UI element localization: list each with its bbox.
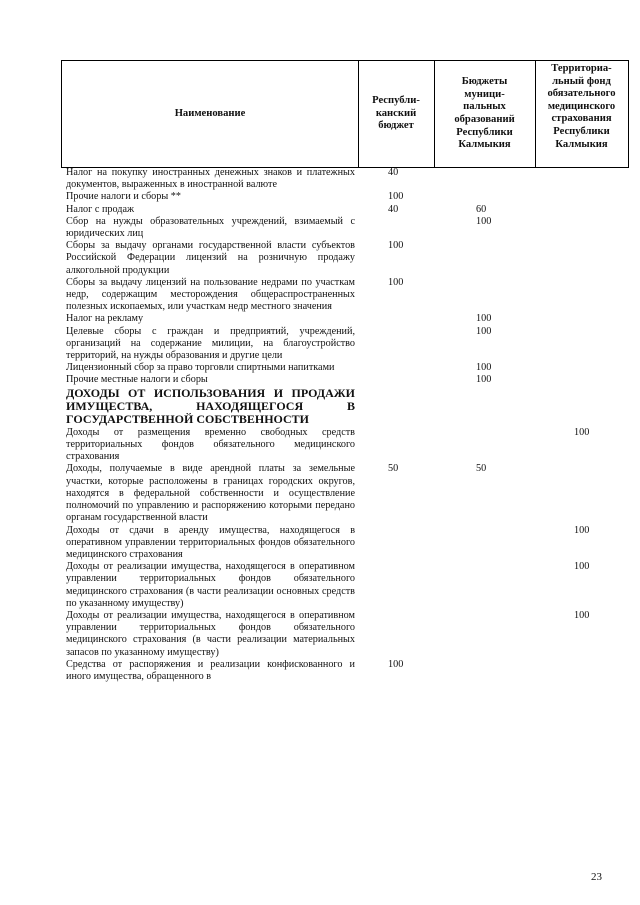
table-row: [66, 561, 636, 610]
table-row: [66, 610, 636, 659]
table-row: [66, 191, 636, 203]
republic-value: 100: [388, 240, 404, 252]
table-row: [66, 463, 636, 524]
row-name: Сбор на нужды образовательных учреждений, взимаемый с юридических лиц: [66, 215, 355, 240]
municipal-value: 50: [476, 463, 487, 475]
fund-value: 100: [574, 609, 590, 621]
section-heading: ДОХОДЫ ОТ ИСПОЛЬЗОВАНИЯ И ПРОДАЖИ ИМУЩЕСТВА, НАХОДЯЩЕГОСЯ В ГОСУДАРСТВЕННОЙ СОБСТВЕННОСТИ: [66, 385, 355, 427]
row-name: Доходы от сдачи в аренду имущества, находящегося в оперативном управлении территориальных фондов обязательного медицинского страхования: [66, 524, 355, 560]
row-name: Доходы, получаемые в виде арендной платы за земельные участки, которые расположены в границах городских округов, находятся в федеральной собственности и осуществление полномочий по управлению и распоряжению которыми передано органам государственной власти: [66, 463, 355, 524]
table-row: [66, 313, 636, 325]
header-municipal-text: Бюджеты муници- пальных образований Республики Калмыкия: [454, 76, 515, 151]
municipal-value: 100: [476, 215, 492, 227]
header-name: [61, 60, 359, 168]
row-name: Налог с продаж: [66, 203, 135, 215]
header-republic-text: Республи- канский бюджет: [372, 95, 420, 132]
row-name: Средства от распоряжения и реализации конфискованного и иного имущества, обращенного в: [66, 658, 355, 682]
row-name: Прочие местные налоги и сборы: [66, 374, 208, 386]
page-number: 23: [591, 871, 602, 883]
table-row: [66, 240, 636, 277]
republic-value: 40: [388, 167, 399, 178]
row-name: Налог на рекламу: [66, 313, 144, 325]
table-row: [66, 204, 636, 216]
table-row: [66, 167, 636, 191]
revenue-table-body: [66, 167, 636, 683]
municipal-value: 60: [476, 203, 487, 215]
row-name: Прочие налоги и сборы **: [66, 191, 181, 203]
fund-value: 100: [574, 524, 590, 536]
republic-value: 100: [388, 191, 404, 203]
header-municipal-budgets: [434, 60, 536, 168]
row-name: Доходы от реализации имущества, находящегося в оперативном управлении территориальных фондов обязательного медицинского страхования (в части реализации основных средств по указанному имуществу): [66, 561, 355, 609]
municipal-value: 100: [476, 313, 492, 325]
table-row: [66, 659, 636, 683]
row-name: Сборы за выдачу органами государственной власти субъектов Российской Федерации лицензий на розничную продажу алкогольной продукции: [66, 240, 355, 276]
row-name: Лицензионный сбор за право торговли спиртными напитками: [66, 362, 335, 374]
fund-value: 100: [574, 561, 590, 573]
table-row: [66, 277, 636, 314]
table-row: [66, 362, 636, 374]
municipal-value: 100: [476, 325, 492, 337]
row-name: Сборы за выдачу лицензий на пользование недрами по участкам недр, содержащим месторождения общераспространенных полезных ископаемых, или участкам недр местного значения: [66, 276, 355, 313]
republic-value: 40: [388, 203, 399, 215]
header-name-text: Наименование: [174, 107, 246, 119]
row-name: Доходы от размещения временно свободных средств территориальных фондов обязательного медицинского страхования: [66, 426, 355, 463]
row-name: Доходы от реализации имущества, находящегося в оперативном управлении территориальных фондов обязательного медицинского страхования (в части реализации материальных запасов по указанному имуществу): [66, 609, 355, 658]
municipal-value: 100: [476, 362, 492, 374]
table-row: [66, 374, 636, 386]
row-name: Налог на покупку иностранных денежных знаков и платежных документов, выраженных в иностранной валюте: [66, 167, 355, 191]
header-fund-text: Территориа- льный фонд обязательного медицинского страхования Республики Калмыкия: [547, 63, 616, 150]
table-row: [66, 326, 636, 363]
republic-value: 100: [388, 658, 404, 670]
section-heading-row: [66, 387, 636, 427]
header-territorial-fund: [535, 60, 629, 168]
header-republic-budget: [358, 60, 435, 168]
table-row: [66, 525, 636, 562]
table-row: [66, 216, 636, 240]
row-name: Целевые сборы с граждан и предприятий, учреждений, организаций на содержание милиции, на благоустройство территорий, на нужды образования и другие цели: [66, 325, 355, 362]
republic-value: 100: [388, 276, 404, 288]
table-row: [66, 427, 636, 464]
municipal-value: 100: [476, 374, 492, 386]
republic-value: 50: [388, 463, 399, 475]
fund-value: 100: [574, 426, 590, 438]
